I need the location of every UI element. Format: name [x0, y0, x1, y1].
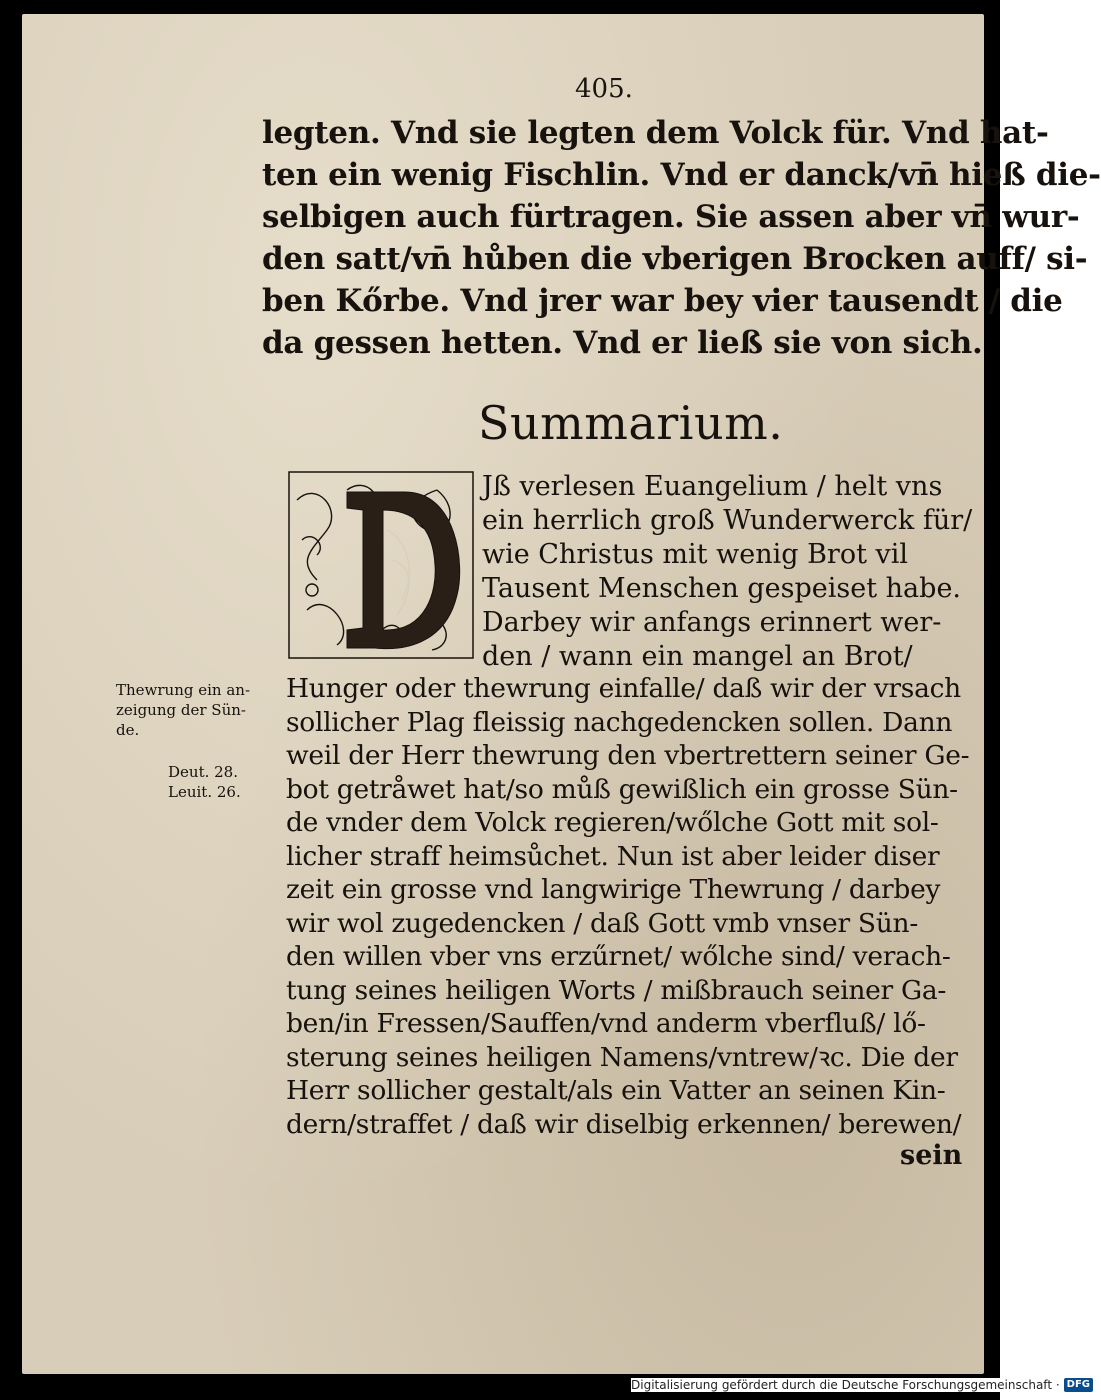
- text-line: bot getråwet hat/so můß gewißlich ein grosse Sün-: [286, 773, 958, 805]
- margin-note-references: [168, 762, 241, 802]
- decorated-initial-d: [287, 470, 475, 660]
- margin-line: Thewrung ein an-: [116, 681, 251, 699]
- text-line: Jß verlesen Euangelium / helt vns: [482, 471, 943, 502]
- top-paragraph: [262, 112, 1101, 364]
- text-line: den / wann ein mangel an Brot/: [482, 641, 913, 672]
- text-line: weil der Herr thewrung den vbertrettern seiner Ge-: [286, 740, 970, 771]
- margin-line: de.: [116, 721, 140, 739]
- text-line: selbigen auch fürtragen. Sie assen aber vn̄ wur-: [262, 199, 1080, 235]
- initial-adjacent-lines: [482, 470, 972, 674]
- text-line: Herr sollicher gestalt/als ein Vatter an seinen Kin-: [286, 1075, 946, 1106]
- text-line: legten. Vnd sie legten dem Volck für. Vnd hat-: [262, 115, 1049, 151]
- margin-note-thewrung: [116, 680, 250, 740]
- digitization-footer: [631, 1378, 1093, 1392]
- text-line: wir wol zugedencken / daß Gott vmb vnser Sün-: [286, 907, 918, 939]
- footer-text: Digitalisierung gefördert durch die Deutsche Forschungsgemeinschaft ·: [631, 1378, 1060, 1392]
- text-line: ben/in Fressen/Sauffen/vnd anderm vberfluß/ lő-: [286, 1008, 926, 1039]
- text-line: zeit ein grosse vnd langwirige Thewrung / darbey: [286, 874, 941, 905]
- text-line: licher straff heimsůchet. Nun ist aber leider diser: [286, 840, 940, 872]
- text-line: wie Christus mit wenig Brot vil: [482, 539, 909, 570]
- text-line: tung seines heiligen Worts / mißbrauch seiner Ga-: [286, 974, 947, 1006]
- ornament-icon: [287, 470, 475, 660]
- body-paragraph: [286, 672, 969, 1141]
- text-line: ein herrlich groß Wunderwerck für/: [482, 505, 973, 536]
- margin-line: Deut. 28.: [168, 763, 238, 781]
- margin-line: Leuit. 26.: [168, 783, 241, 801]
- text-line: Darbey wir anfangs erinnert wer-: [482, 607, 942, 638]
- text-line: Tausent Menschen gespeiset habe.: [482, 573, 961, 604]
- page-number: 405.: [575, 74, 633, 104]
- text-line: Hunger oder thewrung einfalle/ daß wir der vrsach: [286, 673, 961, 704]
- dfg-logo-icon: DFG: [1064, 1378, 1093, 1392]
- text-line: da gessen hetten. Vnd er ließ sie von sich.: [262, 325, 983, 361]
- text-line: sollicher Plag fleissig nachgedencken sollen. Dann: [286, 706, 953, 738]
- section-heading: Summarium.: [478, 396, 784, 450]
- text-line: sterung seines heiligen Namens/vntrew/ꝛc. Die der: [286, 1041, 958, 1073]
- margin-line: zeigung der Sün-: [116, 701, 246, 719]
- text-line: de vnder dem Volck regieren/wőlche Gott mit sol-: [286, 807, 939, 838]
- text-line: den willen vber vns erzűrnet/ wőlche sind/ verach-: [286, 941, 951, 972]
- text-line: ten ein wenig Fischlin. Vnd er danck/vn̄ hieß die-: [262, 157, 1101, 193]
- text-line: dern/straffet / daß wir diselbig erkennen/ berewen/: [286, 1108, 962, 1140]
- text-line: ben Kőrbe. Vnd jrer war bey vier tausendt / die: [262, 283, 1063, 319]
- catchword: sein: [900, 1140, 963, 1171]
- text-line: den satt/vn̄ hůben die vberigen Brocken auff/ si-: [262, 241, 1088, 277]
